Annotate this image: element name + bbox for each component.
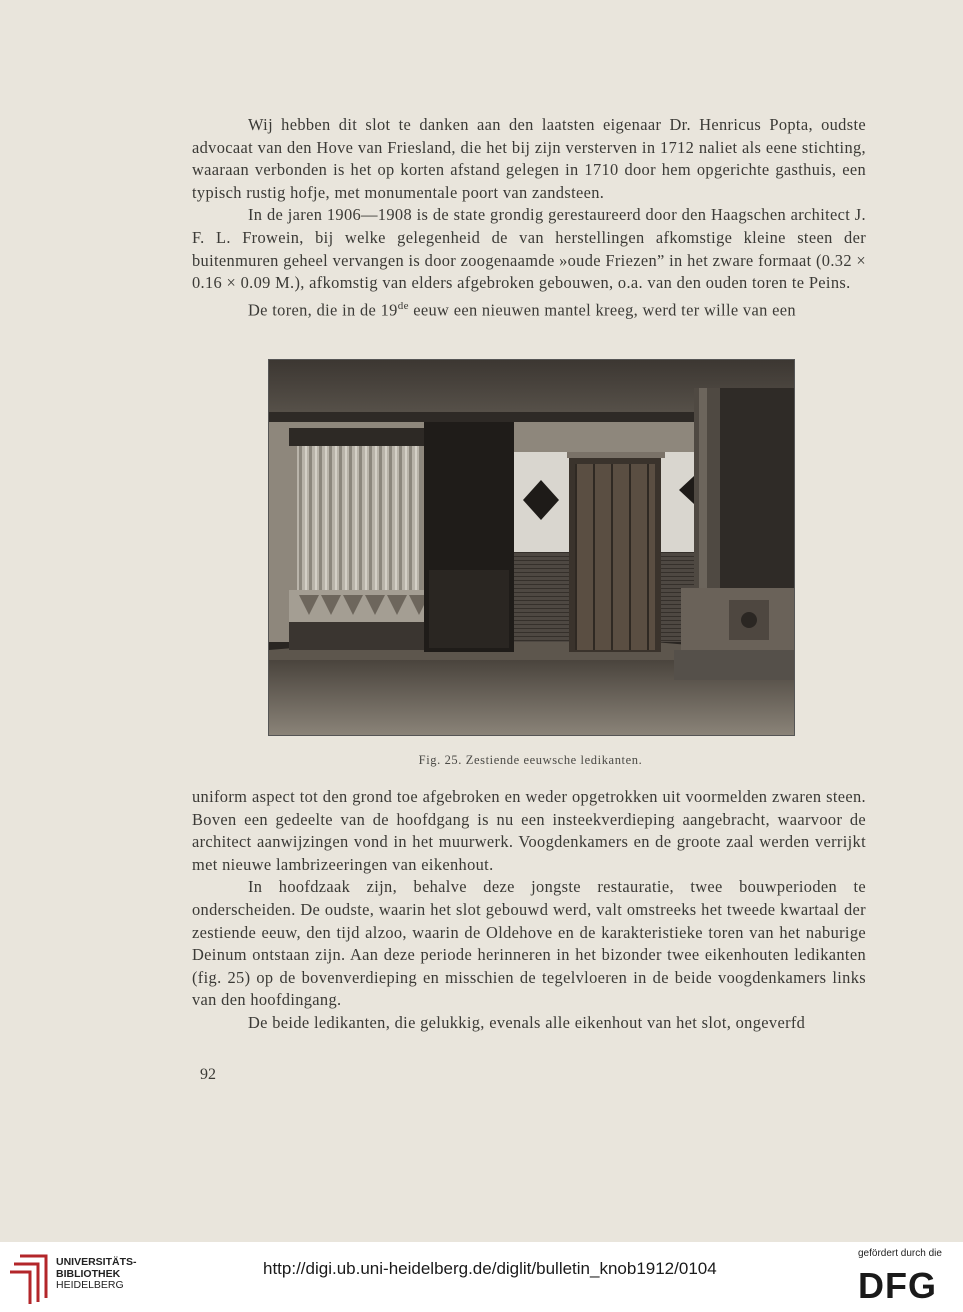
university-library-logo-icon[interactable] <box>6 1250 50 1306</box>
library-line: BIBLIOTHEK <box>56 1267 121 1280</box>
university-library-name[interactable] <box>56 1257 137 1292</box>
paragraph: Wij hebben dit slot te danken aan den laatsten eigenaar Dr. Henricus Popta, oudste advocaat van den Hove van Friesland, die het bij zijn versterven in 1712 naliet als eene stichting, waaraan verbonden is het op korten afstand gelegen in 1710 door hem opgerichte gasthuis, een typisch rustig hofje, met monumentale poort van zandsteen. <box>192 115 866 202</box>
figure-photograph <box>268 359 795 736</box>
paragraph-text: De toren, die in de 19 <box>248 300 398 320</box>
library-line: UNIVERSITÄTS- <box>56 1256 137 1268</box>
photo-interior-bedsteads <box>269 360 794 735</box>
viewer-footer <box>0 1242 963 1312</box>
text-block-bottom <box>192 786 866 1035</box>
page-number: 92 <box>200 1066 216 1083</box>
figure-caption: Fig. 25. Zestiende eeuwsche ledikanten. <box>418 753 643 767</box>
paragraph-text: eeuw een nieuwen mantel kreeg, werd ter wille van een <box>408 300 796 320</box>
paragraph: uniform aspect tot den grond toe afgebroken en weder opgetrokken uit voormelden zwaren steen. Boven een gedeelte van de hoofdgang is nu een insteekverdieping aangebracht, waarvoor de architect aanwijzingen vond in het muurwerk. Voogdenkamers en de groote zaal werden verrijkt met nieuwe lambrizeeringen van eikenhout. <box>192 787 866 874</box>
text-block-top <box>192 114 866 322</box>
paragraph: In hoofdzaak zijn, behalve deze jongste restauratie, twee bouwperioden te onderscheiden. De oudste, waarin het slot gebouwd werd, valt omstreeks het tweede kwartaal der zestiende eeuw, den tijd alzoo, waarin de Oldehove en de karakteristieke toren van het naburige Deinum ontstaan zijn. Aan deze periode herinneren in het bizonder twee eikenhouten ledikanten (fig. 25) op de bovenverdieping en misschien de tegelvloeren in de beide voogdenkamers links van den hoofdingang. <box>192 877 866 1010</box>
permalink-url[interactable]: http://digi.ub.uni-heidelberg.de/diglit/bulletin_knob1912/0104 <box>263 1259 717 1278</box>
funded-by-label: gefördert durch die <box>858 1248 942 1259</box>
paragraph: De beide ledikanten, die gelukkig, evenals alle eikenhout van het slot, ongeverfd <box>248 1012 806 1032</box>
paragraph: In de jaren 1906—1908 is de state grondig gerestaureerd door den Haagschen architect J. F. L. Frowein, bij welke gelegenheid de van herstellingen afkomstige kleine steen der buitenmuren geheel vervangen is door zoogenaamde »oude Friezen” in het zware formaat (0.32 × 0.16 × 0.09 M.), afkomstig van elders afgebroken gebouwen, o.a. van den ouden toren te Peins. <box>192 205 866 293</box>
superscript: de <box>397 299 409 312</box>
library-line: HEIDELBERG <box>56 1279 124 1291</box>
paragraph <box>192 295 866 322</box>
dfg-logo[interactable]: DFG <box>858 1265 937 1306</box>
